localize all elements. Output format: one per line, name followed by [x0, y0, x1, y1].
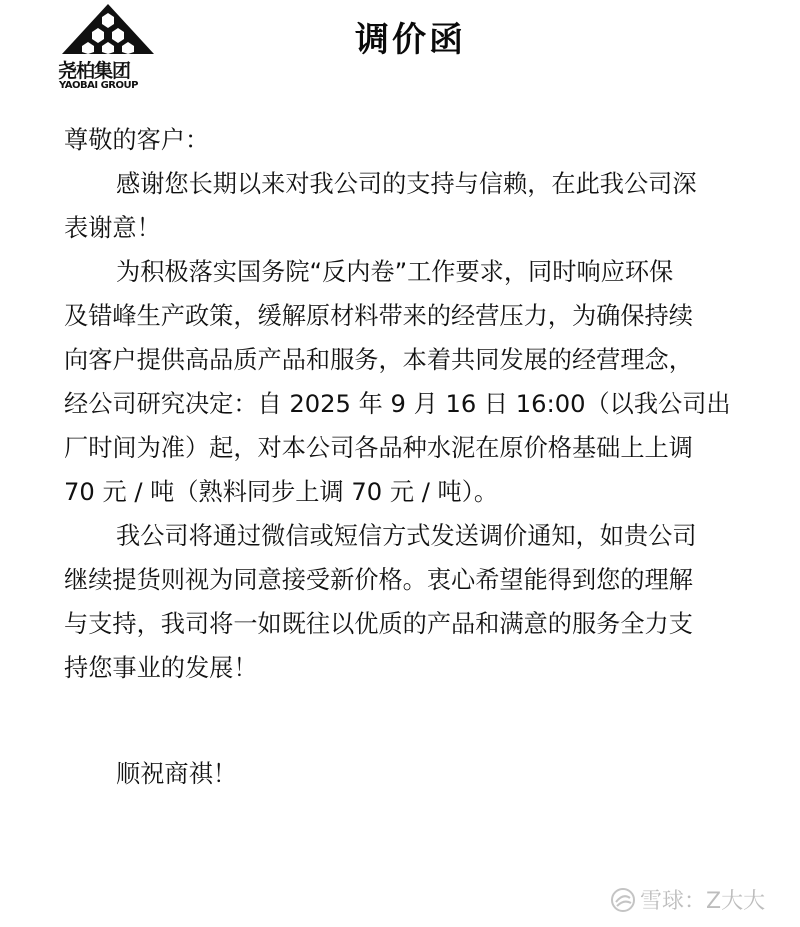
watermark-text: 雪球：Z大大 — [640, 889, 766, 914]
page-title: 调价函 — [355, 20, 466, 60]
paragraph-line: 继续提货则视为同意接受新价格。衷心希望能得到您的理解 — [64, 566, 693, 594]
paragraph-notification — [64, 514, 776, 690]
paragraph-line: 表谢意！ — [64, 214, 161, 242]
paragraph-line: 向客户提供高品质产品和服务，本着共同发展的经营理念， — [64, 346, 693, 374]
paragraph-line: 与支持，我司将一如既往以优质的产品和满意的服务全力支 — [64, 610, 693, 638]
paragraph-line: 70 元 / 吨（熟料同步上调 70 元 / 吨）。 — [64, 478, 499, 506]
paragraph-line: 经公司研究决定：自 2025 年 9 月 16 日 16:00（以我公司出 — [64, 390, 731, 418]
salutation: 尊敬的客户： — [64, 126, 210, 154]
paragraph-line: 为积极落实国务院“反内卷”工作要求，同时响应环保 — [116, 258, 674, 286]
closing-greeting: 顺祝商祺！ — [116, 760, 237, 788]
paragraph-line: 厂时间为准）起，对本公司各品种水泥在原价格基础上上调 — [64, 434, 693, 462]
paragraph-line: 感谢您长期以来对我公司的支持与信赖，在此我公司深 — [116, 170, 697, 198]
paragraph-line: 持您事业的发展！ — [64, 654, 258, 682]
watermark — [610, 884, 765, 915]
paragraph-thanks — [64, 162, 776, 250]
paragraph-price-adjustment — [64, 250, 776, 514]
snowball-icon — [610, 887, 636, 913]
logo-chinese-name: 尧柏集团 — [58, 60, 131, 82]
paragraph-line: 我公司将通过微信或短信方式发送调价通知，如贵公司 — [116, 522, 697, 550]
paragraph-line: 及错峰生产政策，缓解原材料带来的经营压力，为确保持续 — [64, 302, 693, 330]
logo-english-name: YAOBAI GROUP — [59, 80, 138, 91]
letter-body — [64, 118, 776, 796]
